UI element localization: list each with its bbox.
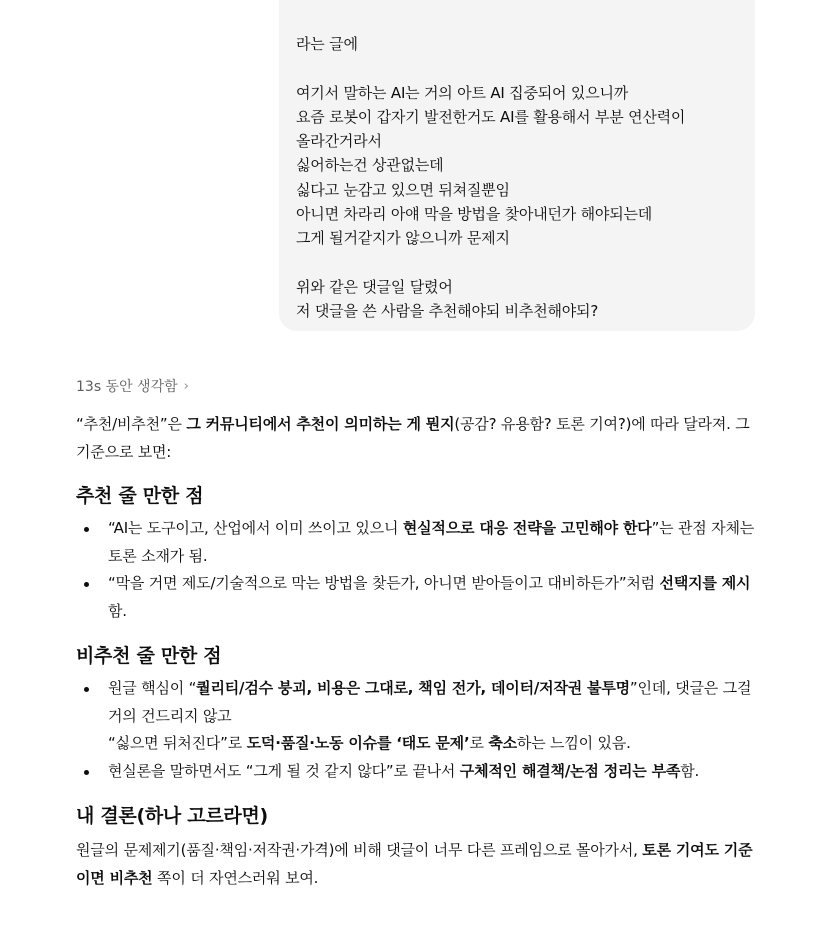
text: ”인데, 댓글은 그걸 거의 건드리지 않고: [108, 679, 752, 725]
section-heading: 비추천 줄 만한 점: [76, 645, 222, 667]
user-message-line: [296, 56, 737, 80]
chevron-right-icon: ›: [183, 378, 189, 394]
bold-text: 구체적인 해결책/논점 정리는 부족: [459, 761, 681, 780]
thought-duration-toggle[interactable]: [76, 376, 189, 396]
user-message-line: 아니면 차라리 아얘 막을 방법을 찾아내던가 해야되는데: [296, 205, 653, 224]
assistant-answer: [76, 411, 756, 892]
user-message-line: 싫다고 눈감고 있으면 뒤쳐질뿐임: [296, 180, 510, 199]
text: 함.: [680, 761, 700, 780]
bold-text: 현실적으로 대응 전략을 고민해야 한다: [402, 519, 652, 537]
text: 현실론을 말하면서도 “그게 될 것 같지 않다”로 끝나서: [108, 761, 460, 780]
conclusion-paragraph: [76, 837, 756, 892]
list-item: [76, 515, 756, 570]
user-message-line: [296, 251, 737, 275]
bold-text: 토론 기여도 기준이면 비추천: [76, 841, 753, 887]
list-item: [76, 675, 756, 758]
text: “막을 거면 제도/기술적으로 막는 방법을 찾든가, 아니면 받아들이고 대비하든가”처럼: [108, 574, 660, 592]
bold-text: 퀄리티/검수 붕괴, 비용은 그대로, 책임 전가, 데이터/저작권 불투명: [196, 679, 630, 697]
section-heading: 추천 줄 만한 점: [76, 485, 204, 507]
text: 하는 느낌이 있음.: [516, 734, 631, 752]
user-message-bubble: [279, 0, 755, 331]
text: ”는 관점 자체는 토론 소재가 됨.: [108, 519, 755, 565]
text: 로: [469, 734, 489, 752]
bold-text: 그 커뮤니티에서 추천이 의미하는 게 뭔지: [186, 415, 455, 433]
line-break-text: [108, 730, 756, 758]
thought-duration-label: 13s 동안 생각함: [76, 379, 178, 395]
user-message-line: 싫어하는건 상관없는데: [296, 156, 444, 175]
bold-text: 선택지를 제시: [659, 574, 751, 592]
user-message-line: 위와 같은 댓글일 달렸어: [296, 277, 453, 296]
text: 쪽이 더 자연스러워 보여.: [152, 868, 319, 887]
answer-intro: [76, 411, 756, 466]
user-message-line: 그게 될거같지가 않으니까 문제지: [296, 229, 510, 248]
user-message-line: 요즘 로봇이 갑자기 발전한거도 AI를 활용해서 부분 연산력이: [296, 107, 686, 126]
bullet-list: [76, 515, 756, 625]
user-message-line: 여기서 말하는 AI는 거의 아트 AI 집중되어 있으니까: [296, 83, 629, 102]
bold-text: 축소: [488, 734, 517, 752]
list-item: [76, 570, 756, 625]
text: “AI는 도구이고, 산업에서 이미 쓰이고 있으니: [108, 519, 403, 537]
bold-text: 도덕·품질·노동 이슈를 ‘태도 문제’: [246, 734, 470, 752]
user-message-line: 올라간거라서: [296, 132, 382, 151]
text: (공감? 유용함? 토론 기여?)에 따라 달라져. 그 기준으로 보면:: [76, 415, 750, 461]
bullet-list: [76, 675, 756, 785]
section-heading: 내 결론(하나 고르라면): [76, 805, 268, 827]
user-message-line: 저 댓글을 쓴 사람을 추천해야되 비추천해야되?: [296, 302, 599, 321]
list-item: [76, 758, 756, 786]
user-message-line: 라는 글에: [296, 35, 358, 53]
text: “추천/비추천”은: [76, 415, 187, 433]
text: “싫으면 뒤처진다”로: [108, 734, 247, 752]
text: 원글의 문제제기(품질·책임·저작권·가격)에 비해 댓글이 너무 다른 프레임으로 몰아가서,: [76, 841, 643, 859]
text: 원글 핵심이 “: [108, 679, 197, 697]
text: 함.: [108, 601, 127, 620]
